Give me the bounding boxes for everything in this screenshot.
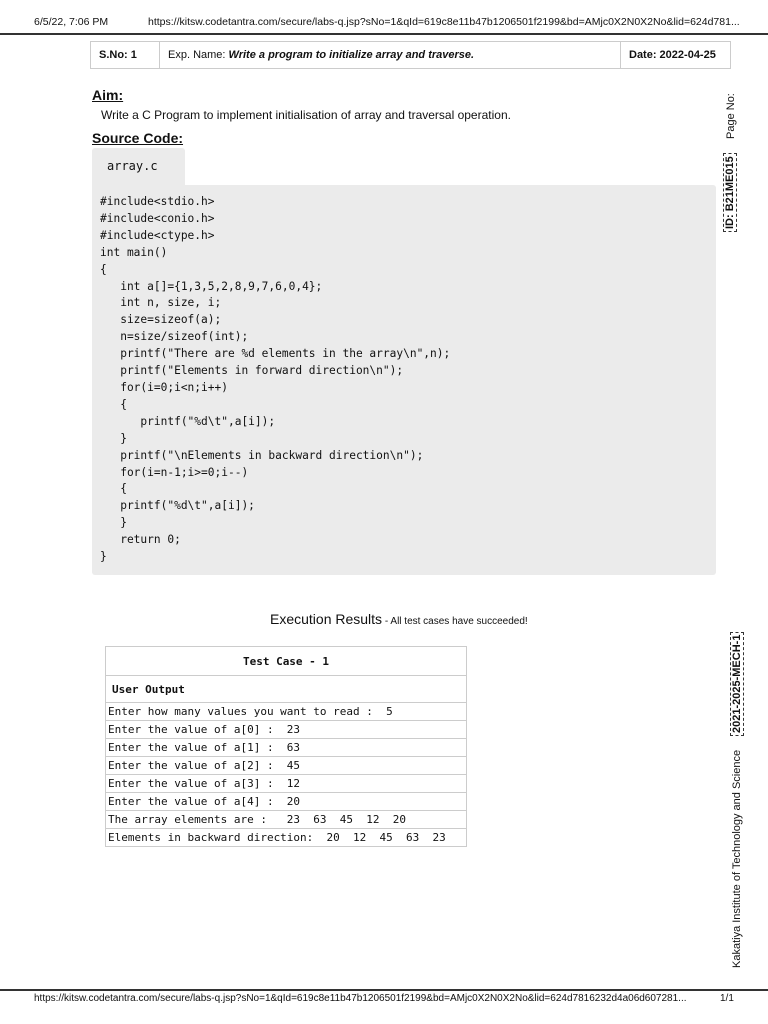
source-code-heading: Source Code: [92,130,184,146]
exp-name-value: Write a program to initialize array and traverse. [228,49,475,61]
output-line: Enter the value of a[3] : 12 [106,775,467,793]
page-number-label: Page No: [725,93,737,139]
header-rule [0,33,768,35]
output-line: Enter the value of a[2] : 45 [106,757,467,775]
execution-status: - All test cases have succeeded! [382,616,528,627]
user-output-label: User Output [106,676,467,703]
execution-title: Execution Results [270,611,383,627]
experiment-date: Date: 2022-04-25 [621,42,731,69]
student-id: ID: B21ME015 [723,153,737,232]
institute-name: Kakatiya Institute of Technology and Science [731,749,743,968]
exp-label: Exp. Name: [168,49,229,61]
aim-text: Write a C Program to implement initialisation of array and traversal operation. [101,108,511,122]
output-line: Enter the value of a[1] : 63 [106,739,467,757]
experiment-name [160,42,621,69]
execution-results-title [270,611,528,627]
footer-rule [0,989,768,991]
output-line: Enter how many values you want to read : 5 [106,703,467,721]
source-code-block: #include<stdio.h> #include<conio.h> #include<ctype.h> int main() { int a[]={1,3,5,2,8,9,7,6,0,4}; int n, size, i; size=sizeof(a); n=size/sizeof(int); printf("There are %d elements in the array\n",n); printf("Elements in forward direction\n"); for(i=0;i<n;i++) { printf("%d\t",a[i]); } printf("\nElements in backward direction\n"); for(i=n-1;i>=0;i--) { printf("%d\t",a[i]); } return 0; } [92,185,716,575]
test-case-table [105,646,467,847]
footer-url: https://kitsw.codetantra.com/secure/labs-q.jsp?sNo=1&qId=619c8e11b47b1206501f2199&bd=AMjc0X2N0X2No&lid=624d7816232d4a06d607281... [34,993,687,1004]
file-tab[interactable]: array.c [92,148,185,185]
serial-number: S.No: 1 [91,42,160,69]
print-url: https://kitsw.codetantra.com/secure/labs-q.jsp?sNo=1&qId=619c8e11b47b1206501f2199&bd=AMjc0X2N0X2No&lid=624d781... [148,16,740,28]
test-case-title: Test Case - 1 [106,647,467,676]
output-line: The array elements are : 23 63 45 12 20 [106,811,467,829]
batch-label: 2021-2025-MECH-1 [730,632,744,736]
print-datetime: 6/5/22, 7:06 PM [34,16,109,28]
experiment-info-table [90,41,731,69]
output-line: Enter the value of a[0] : 23 [106,721,467,739]
footer-page: 1/1 [720,993,734,1004]
output-line: Elements in backward direction: 20 12 45 63 23 [106,829,467,847]
output-line: Enter the value of a[4] : 20 [106,793,467,811]
aim-heading: Aim: [92,87,124,103]
